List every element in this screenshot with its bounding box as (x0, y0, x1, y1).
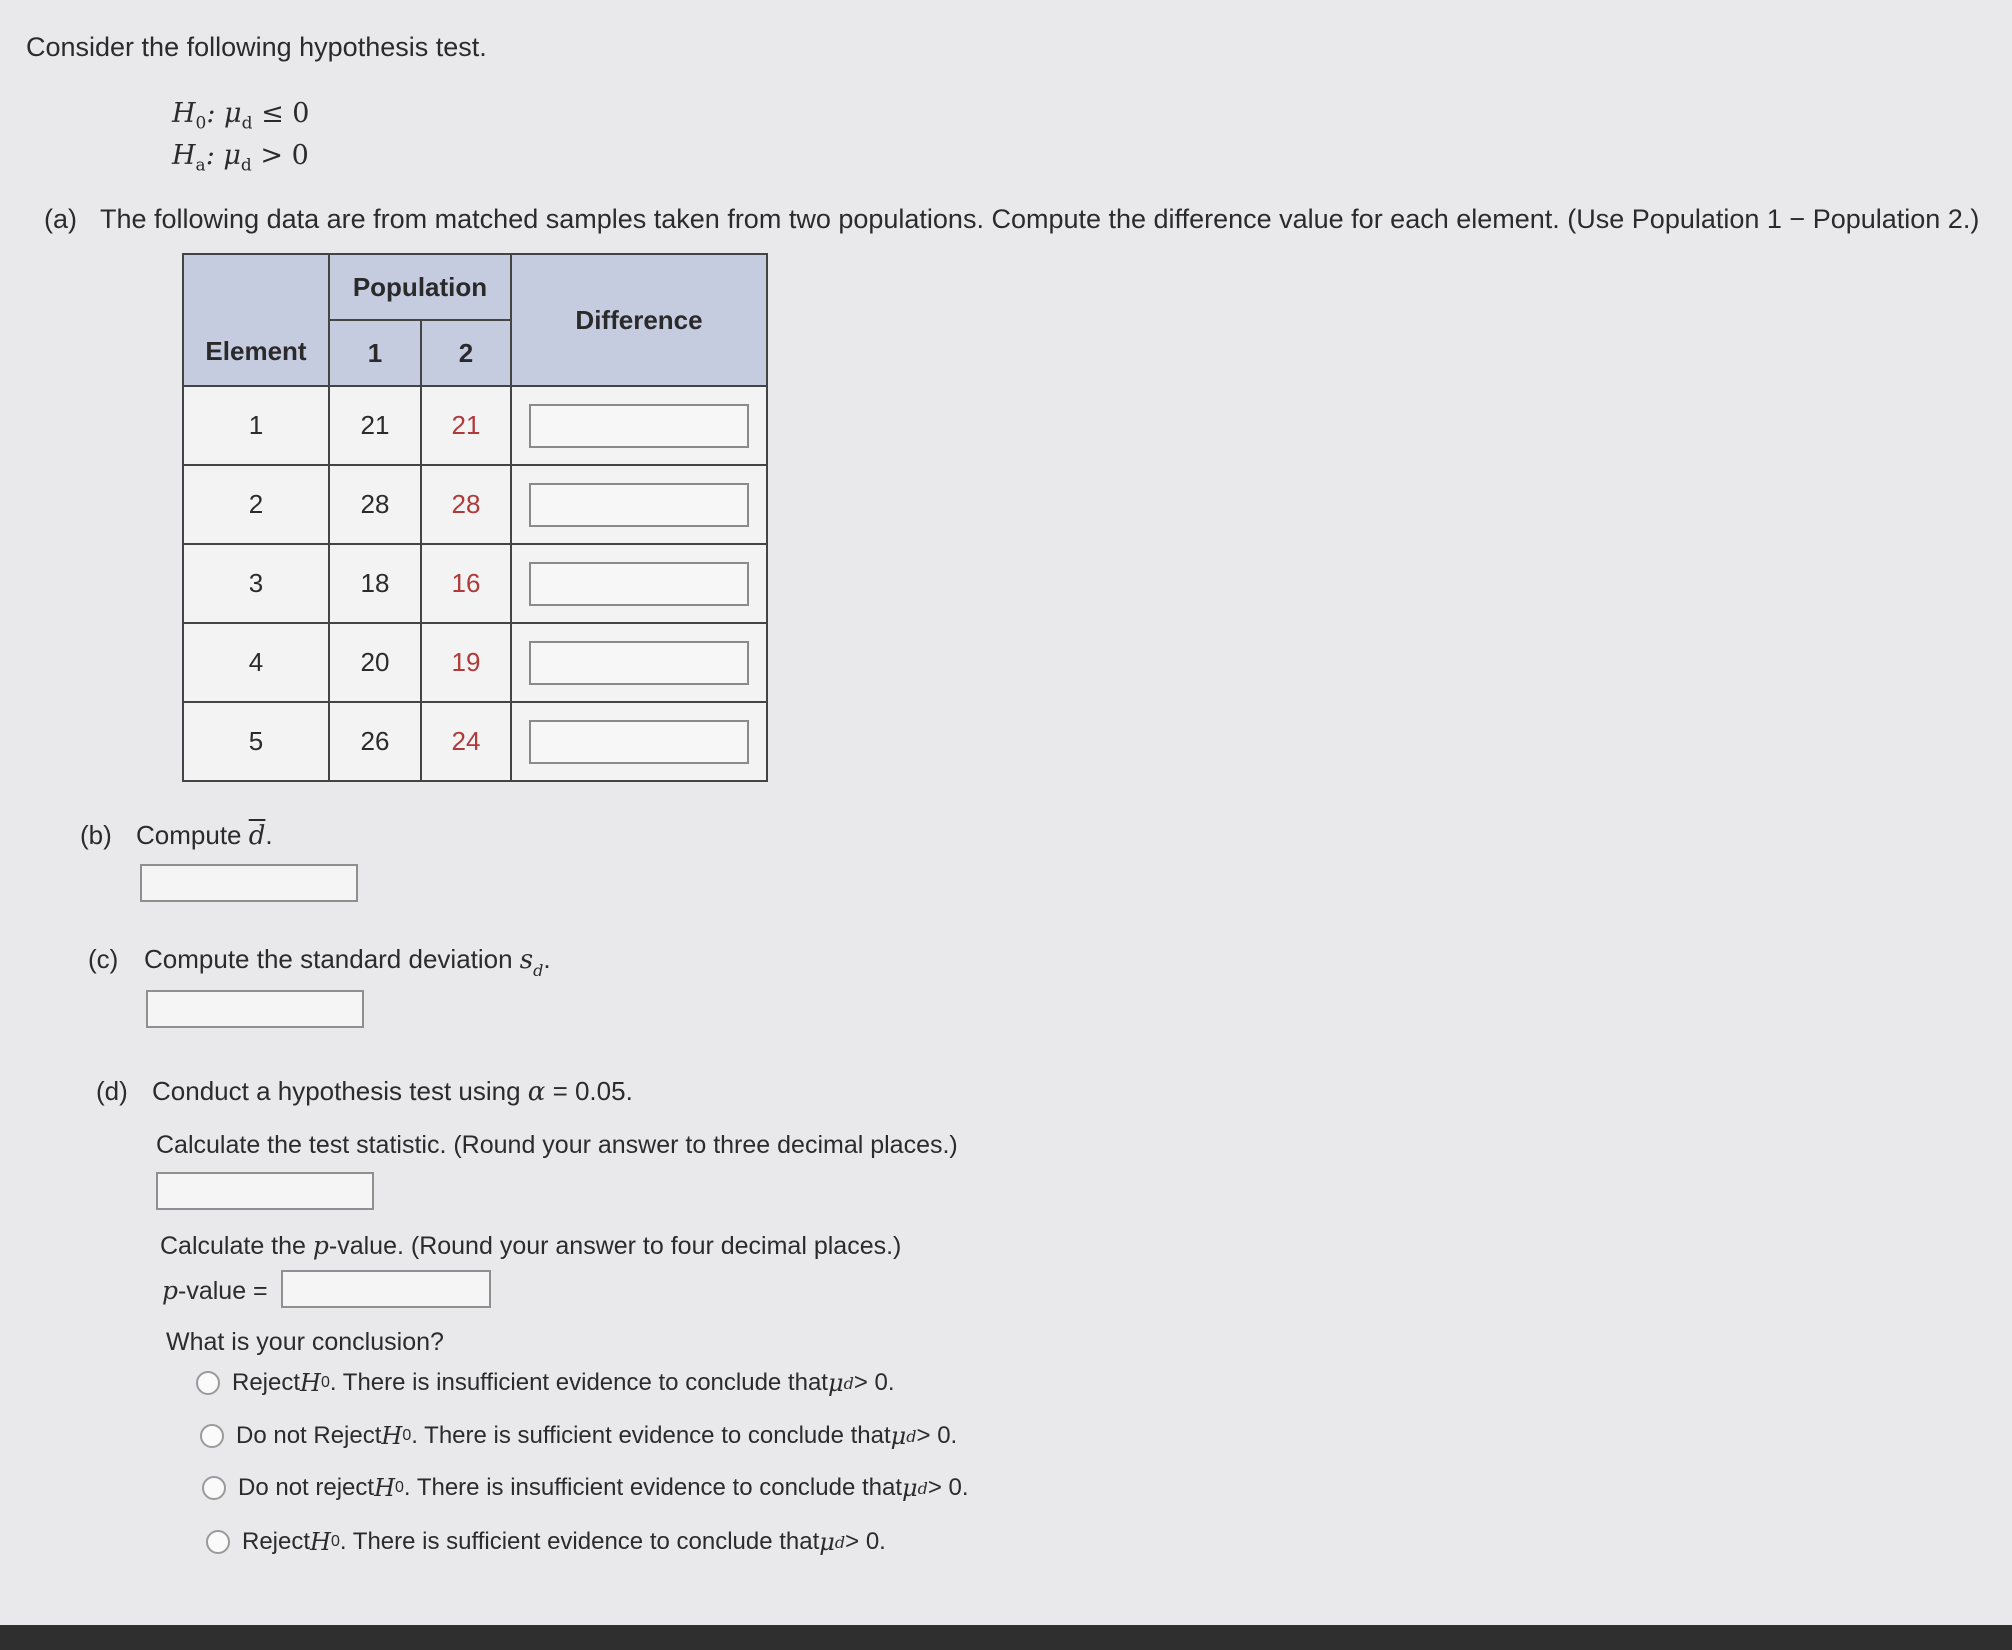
table-row (183, 465, 767, 544)
pvalue-prompt-post: -value. (Round your answer to four decimal places.) (328, 1232, 902, 1260)
question-intro: Consider the following hypothesis test. (26, 32, 487, 62)
option-h: H (374, 1474, 396, 1502)
pop2-cell: 24 (421, 702, 511, 781)
conclusion-option[interactable] (206, 1528, 886, 1556)
pop2-cell: 19 (421, 623, 511, 702)
option-h-sub: 0 (395, 1479, 404, 1496)
null-hypothesis (172, 98, 309, 133)
element-cell: 4 (183, 623, 329, 702)
option-mu-sub: d (834, 1532, 846, 1552)
pvalue-prompt (160, 1231, 901, 1261)
table-row (183, 702, 767, 781)
d-bar-input[interactable] (140, 864, 358, 902)
part-d-text: Conduct a hypothesis test using (152, 1076, 528, 1106)
pop1-cell: 28 (329, 465, 421, 544)
option-post: > 0. (927, 1474, 969, 1501)
alt-h-rel: : μ (205, 140, 241, 171)
difference-cell (511, 623, 767, 702)
option-h: H (300, 1369, 321, 1397)
alpha-symbol: α (527, 1077, 546, 1107)
element-cell: 5 (183, 702, 329, 781)
pop1-cell: 21 (329, 386, 421, 465)
part-a-text: The following data are from matched samples taken from two populations. Compute the difference value for each element. (Use Population 1 − Population 2.) (100, 204, 1980, 234)
alt-h-rel-sub: d (240, 155, 252, 176)
part-d-letter: (d) (96, 1076, 128, 1106)
option-pre: Reject (242, 1528, 311, 1555)
header-population: Population (329, 254, 511, 320)
part-c-suffix: . (543, 944, 551, 974)
radio-button[interactable] (202, 1476, 226, 1500)
sd-symbol: s (519, 945, 534, 975)
alt-h-cond: > 0 (251, 140, 309, 171)
pvalue-label-p: p (162, 1276, 179, 1305)
radio-button[interactable] (200, 1424, 224, 1448)
sd-symbol-sub: d (533, 961, 544, 980)
option-h-sub: 0 (402, 1427, 412, 1444)
radio-button[interactable] (206, 1530, 230, 1554)
difference-input[interactable] (529, 562, 749, 606)
part-b-text: Compute (136, 820, 249, 850)
option-mid: . There is sufficient evidence to conclude that (339, 1528, 820, 1555)
header-element: Element (183, 254, 329, 386)
header-pop2: 2 (421, 320, 511, 386)
part-b-prompt (80, 820, 273, 851)
pop1-cell: 20 (329, 623, 421, 702)
null-h-rel-sub: d (241, 113, 253, 134)
table-row (183, 544, 767, 623)
pop2-cell: 16 (421, 544, 511, 623)
test-stat-prompt: Calculate the test statistic. (Round your answer to three decimal places.) (156, 1131, 958, 1159)
part-b-suffix: . (265, 820, 273, 850)
difference-input[interactable] (529, 483, 749, 527)
conclusion-option[interactable] (202, 1474, 969, 1502)
pvalue-prompt-pre: Calculate the (160, 1232, 313, 1260)
std-dev-input[interactable] (146, 990, 364, 1028)
null-h-symbol: H (172, 98, 196, 129)
option-h-sub: 0 (320, 1374, 330, 1391)
option-mu: μ (827, 1369, 844, 1397)
option-h: H (381, 1422, 403, 1450)
pop1-cell: 26 (329, 702, 421, 781)
test-stat-input[interactable] (156, 1172, 374, 1210)
null-h-sub: 0 (195, 113, 207, 134)
d-bar-symbol: $\overline{d}$ (248, 821, 266, 851)
pop2-cell: 28 (421, 465, 511, 544)
pvalue-input[interactable] (281, 1270, 491, 1308)
part-b-letter: (b) (80, 820, 112, 850)
conclusion-option[interactable] (200, 1422, 957, 1450)
part-a-prompt (44, 204, 1979, 235)
difference-cell (511, 702, 767, 781)
difference-cell (511, 465, 767, 544)
element-cell: 1 (183, 386, 329, 465)
part-c-letter: (c) (88, 944, 119, 974)
option-mu-sub: d (906, 1426, 917, 1446)
alt-h-sub: a (195, 155, 206, 176)
option-mid: . There is sufficient evidence to conclude that (411, 1422, 891, 1449)
null-h-rel: : μ (206, 98, 242, 129)
pvalue-label (162, 1276, 268, 1306)
bottom-bar (0, 1625, 2012, 1650)
option-post: > 0. (916, 1422, 958, 1449)
element-cell: 3 (183, 544, 329, 623)
option-h: H (310, 1528, 331, 1556)
header-difference: Difference (511, 254, 767, 386)
pop2-cell: 21 (421, 386, 511, 465)
option-mid: . There is insufficient evidence to conclude that (329, 1369, 828, 1396)
part-c-text: Compute the standard deviation (144, 944, 520, 974)
pvalue-label-post: -value = (178, 1277, 268, 1305)
conclusion-prompt: What is your conclusion? (166, 1328, 444, 1356)
table-row (183, 623, 767, 702)
option-pre: Do not reject (238, 1474, 375, 1501)
pvalue-prompt-p: p (312, 1231, 329, 1260)
difference-cell (511, 386, 767, 465)
alternative-hypothesis (172, 140, 309, 175)
difference-input[interactable] (529, 641, 749, 685)
difference-input[interactable] (529, 720, 749, 764)
option-mu: μ (819, 1528, 835, 1556)
option-h-sub: 0 (330, 1533, 340, 1550)
part-d-prompt (96, 1076, 633, 1107)
option-mid: . There is insufficient evidence to conclude that (403, 1474, 903, 1501)
alt-h-symbol: H (172, 140, 196, 171)
option-mu: μ (890, 1422, 907, 1450)
conclusion-option[interactable] (196, 1369, 895, 1397)
element-cell: 2 (183, 465, 329, 544)
part-a-letter: (a) (44, 204, 77, 234)
option-mu: μ (902, 1474, 918, 1502)
radio-button[interactable] (196, 1371, 220, 1395)
part-c-prompt (88, 944, 551, 980)
header-pop1: 1 (329, 320, 421, 386)
table-row (183, 386, 767, 465)
pop1-cell: 18 (329, 544, 421, 623)
option-mu-sub: d (917, 1478, 928, 1498)
difference-input[interactable] (529, 404, 749, 448)
alpha-value: = 0.05. (545, 1076, 633, 1106)
option-pre: Reject (232, 1369, 301, 1396)
difference-cell (511, 544, 767, 623)
option-pre: Do not Reject (236, 1422, 382, 1449)
null-h-cond: ≤ 0 (252, 98, 310, 129)
matched-samples-table (182, 253, 768, 782)
option-post: > 0. (845, 1528, 886, 1555)
option-post: > 0. (853, 1369, 895, 1396)
option-mu-sub: d (843, 1373, 854, 1393)
